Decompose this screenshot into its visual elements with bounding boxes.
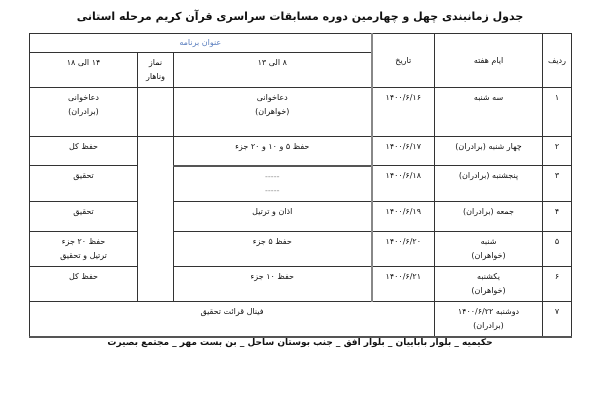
afternoon-text: دعاخوانی	[68, 93, 99, 102]
day-text: شنبه	[480, 236, 497, 246]
schedule-table	[29, 33, 572, 338]
header-day: ایام هفته	[435, 34, 543, 88]
afternoon-text-2: (برادران)	[68, 107, 99, 116]
header-prayer: نماز وناهار	[138, 53, 174, 88]
header-radif: ردیف	[543, 34, 572, 88]
date-cell: ۱۴۰۰/۶/۱۸	[372, 166, 435, 202]
day-text: دوشنبه ۱۴۰۰/۶/۲۲	[457, 306, 520, 316]
table-row	[30, 231, 572, 266]
prayer-cell-merged	[138, 137, 174, 302]
afternoon-cell: حفظ کل	[30, 137, 138, 166]
date-cell: ۱۴۰۰/۶/۲۰	[372, 231, 435, 266]
document-title: جدول زمانبندی چهل و چهارمین دوره مسابقات سراسری قرآن کریم مرحله استانی	[76, 10, 524, 23]
table-row	[30, 266, 572, 301]
table-row	[30, 166, 572, 202]
afternoon-cell: حفظ کل	[30, 266, 138, 301]
day-cell: چهار شنبه (برادران)	[435, 137, 543, 166]
table-row	[30, 88, 572, 137]
day-cell: جمعه (برادران)	[435, 201, 543, 231]
morning-cell: اذان و ترتیل	[174, 201, 372, 231]
header-program: عنوان برنامه	[30, 34, 372, 53]
date-cell: ۱۴۰۰/۶/۱۶	[372, 88, 435, 137]
morning-text-2: (خواهران)	[255, 107, 290, 116]
row-number: ۳	[543, 166, 572, 202]
header-morning: ۸ الی ۱۳	[174, 53, 372, 88]
morning-cell: حفظ ۱۰ جزء	[174, 266, 372, 301]
afternoon-cell	[30, 88, 138, 137]
date-cell: ۱۴۰۰/۶/۲۱	[372, 266, 435, 301]
header-date: تاریخ	[372, 34, 435, 88]
day-text-2: (خواهران)	[471, 285, 506, 295]
afternoon-cell: تحقیق	[30, 201, 138, 231]
afternoon-text-2: ترتیل و تحقیق	[60, 250, 107, 260]
morning-cell: حفظ ۵ و ۱۰ و ۲۰ جزء	[174, 137, 372, 166]
row-number: ۵	[543, 231, 572, 266]
morning-text-2: -----	[265, 185, 280, 195]
row-number: ۶	[543, 266, 572, 301]
row-number: ۲	[543, 137, 572, 166]
day-cell: سه شنبه	[435, 88, 543, 137]
date-cell: ۱۴۰۰/۶/۱۷	[372, 137, 435, 166]
row-number: ۱	[543, 88, 572, 137]
day-text-2: (خواهران)	[471, 250, 506, 260]
table-row	[30, 301, 572, 337]
day-cell	[435, 231, 543, 266]
address-footer: حکیمیه _ بلوار باباییان _ بلوار افق _ جنب بوستان ساحل _ بن بست مهر _ مجتمع بصیرت	[107, 338, 493, 348]
date-cell: ۱۴۰۰/۶/۱۹	[372, 201, 435, 231]
day-text: یکشنبه	[477, 271, 500, 281]
prayer-cell	[138, 88, 174, 137]
afternoon-cell: تحقیق	[30, 166, 138, 202]
day-cell	[435, 301, 543, 337]
morning-cell	[174, 166, 372, 202]
row-number: ۷	[543, 301, 572, 337]
table-row	[30, 201, 572, 231]
day-cell	[435, 266, 543, 301]
header-afternoon: ۱۴ الی ۱۸	[30, 53, 138, 88]
morning-text: -----	[265, 171, 280, 181]
day-cell: پنجشنبه (برادران)	[435, 166, 543, 202]
morning-cell: حفظ ۵ جزء	[174, 231, 372, 266]
day-text-2: (برادران)	[473, 320, 504, 330]
row-number: ۴	[543, 201, 572, 231]
morning-text: دعاخوانی	[256, 93, 288, 102]
morning-cell	[174, 88, 372, 137]
table-row	[30, 137, 572, 166]
program-cell: فینال قرائت تحقیق	[30, 301, 435, 337]
afternoon-text: حفظ ۲۰ جزء	[61, 236, 106, 246]
afternoon-cell	[30, 231, 138, 266]
